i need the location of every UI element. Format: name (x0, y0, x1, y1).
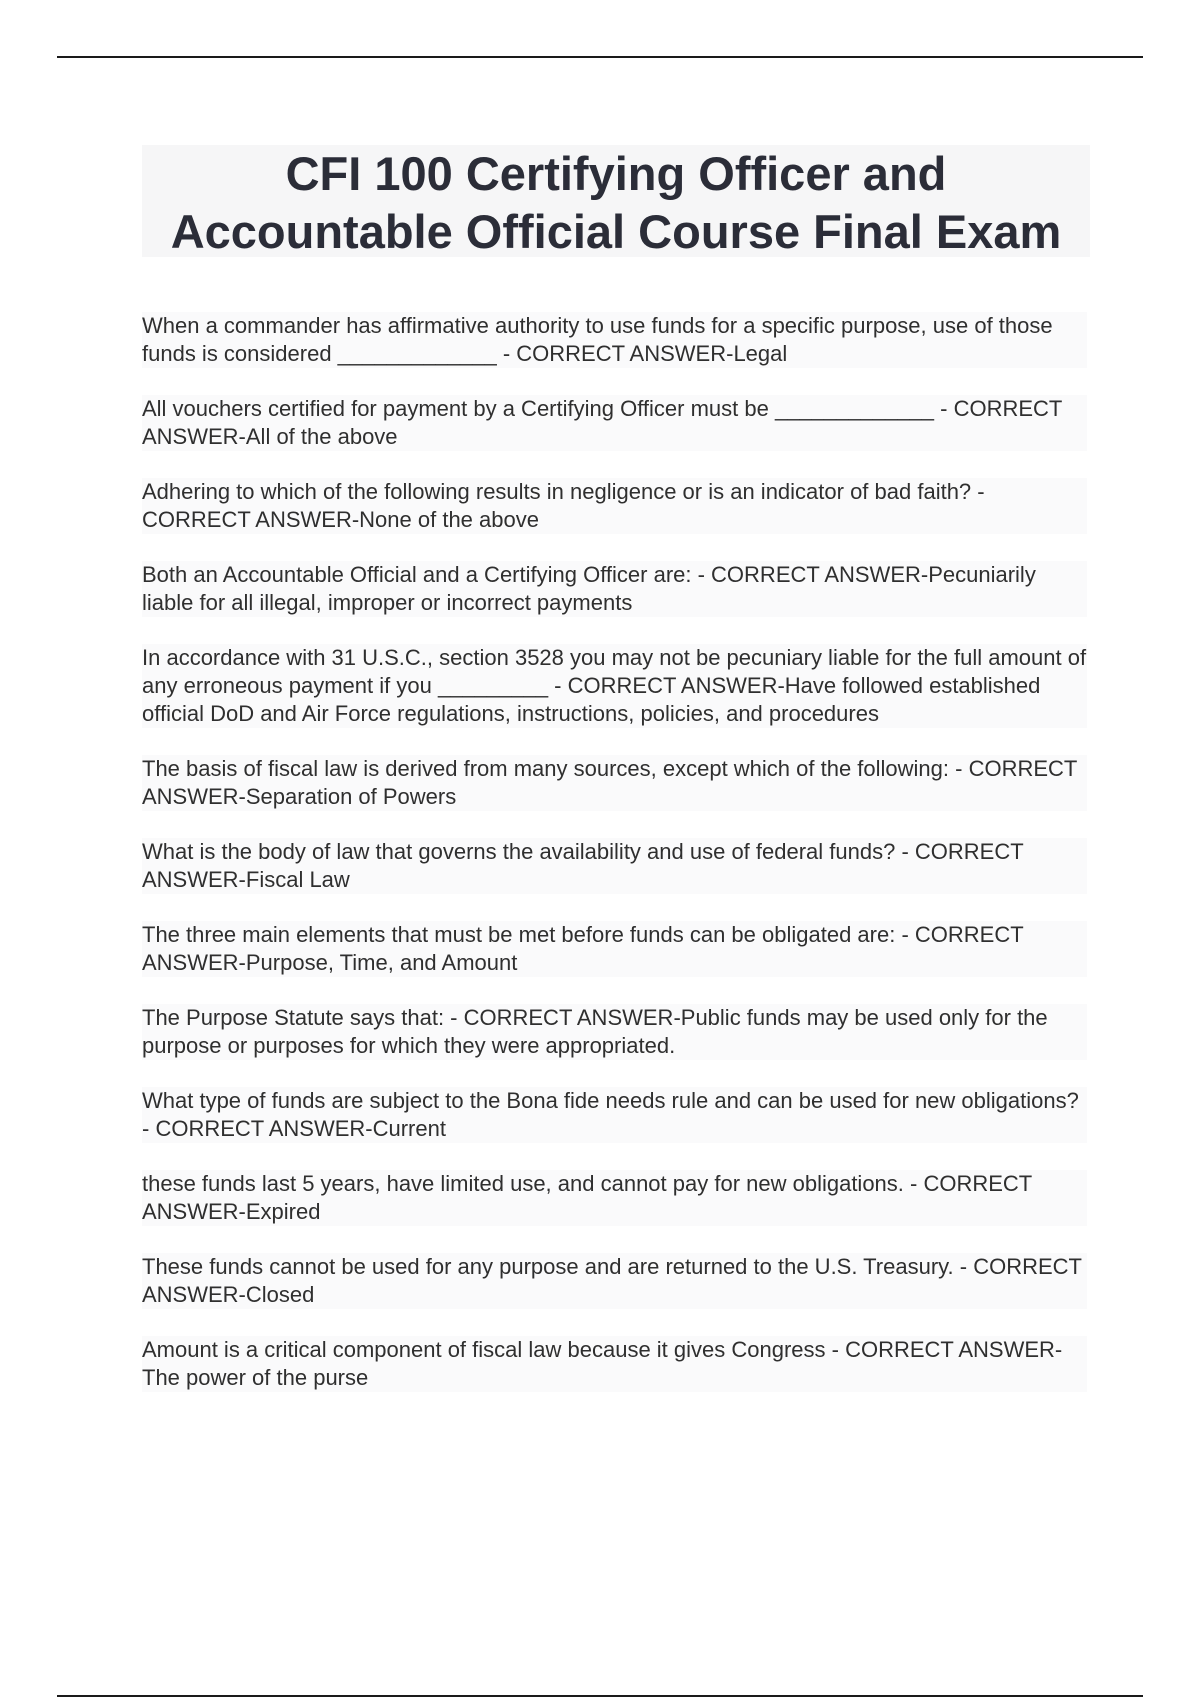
qa-item-8: The three main elements that must be met before funds can be obligated are: - CORRECT ANSWER-Purpose, Time, and Amount (142, 921, 1087, 977)
document-title (142, 145, 1090, 257)
qa-item-3: Adhering to which of the following results in negligence or is an indicator of bad faith? - CORRECT ANSWER-None of the above (142, 478, 1087, 534)
qa-item-10: What type of funds are subject to the Bona fide needs rule and can be used for new obligations? - CORRECT ANSWER-Current (142, 1087, 1087, 1143)
qa-item-4: Both an Accountable Official and a Certifying Officer are: - CORRECT ANSWER-Pecuniarily liable for all illegal, improper or incorrect payments (142, 561, 1087, 617)
qa-item-13: Amount is a critical component of fiscal law because it gives Congress - CORRECT ANSWER-The power of the purse (142, 1336, 1087, 1392)
qa-item-1: When a commander has affirmative authority to use funds for a specific purpose, use of those funds is considered _____________ - CORRECT ANSWER-Legal (142, 312, 1087, 368)
bottom-rule (57, 1695, 1143, 1697)
qa-item-5: In accordance with 31 U.S.C., section 3528 you may not be pecuniary liable for the full amount of any erroneous payment if you _________ - CORRECT ANSWER-Have followed established official DoD and Air Force regulations, instructions, policies, and procedures (142, 645, 1087, 726)
qa-item-2: All vouchers certified for payment by a Certifying Officer must be _____________ - CORRECT ANSWER-All of the above (142, 395, 1087, 451)
top-rule (57, 56, 1143, 58)
title-line-2: Accountable Official Course Final Exam (170, 205, 1062, 258)
qa-item-11: these funds last 5 years, have limited use, and cannot pay for new obligations. - CORRECT ANSWER-Expired (142, 1170, 1087, 1226)
qa-item-7: What is the body of law that governs the availability and use of federal funds? - CORRECT ANSWER-Fiscal Law (142, 838, 1087, 894)
title-line-1: CFI 100 Certifying Officer and (285, 147, 947, 200)
qa-item-9: The Purpose Statute says that: - CORRECT ANSWER-Public funds may be used only for the purpose or purposes for which they were appropriated. (142, 1004, 1087, 1060)
qa-item-12: These funds cannot be used for any purpose and are returned to the U.S. Treasury. - CORRECT ANSWER-Closed (142, 1253, 1087, 1309)
qa-item-6: The basis of fiscal law is derived from many sources, except which of the following: - CORRECT ANSWER-Separation of Powers (142, 755, 1087, 811)
question-answer-list (142, 312, 1102, 1419)
